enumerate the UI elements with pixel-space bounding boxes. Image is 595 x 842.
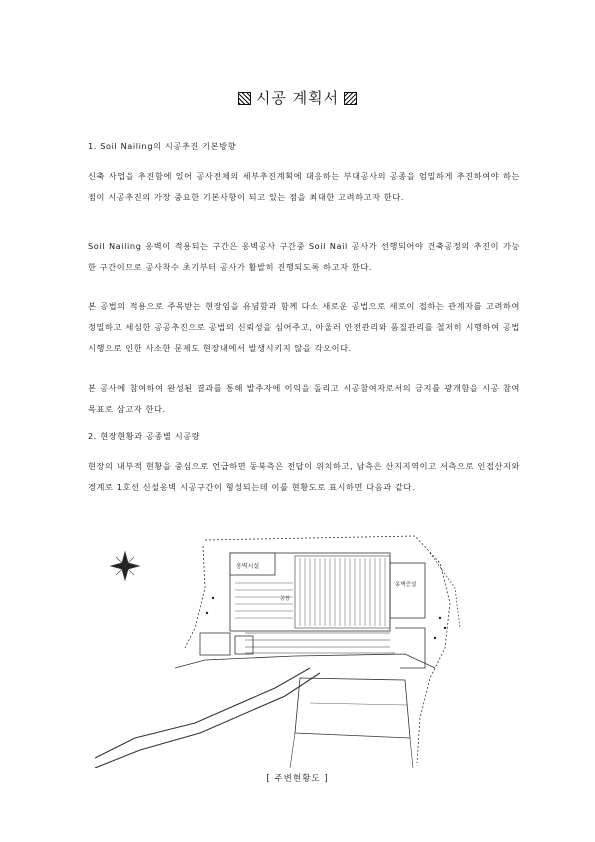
label-building-center: 공장 <box>280 596 290 602</box>
section-1-paragraph-1: 신축 사업을 추진함에 있어 공사전체의 세부추진계획에 대응하는 부대공사의 공종을 엄밀하게 추진하여야 하는 점이 시공추진의 가장 중요한 기본사항이 되고 있는 점을 최대한 고려하고자 한다. <box>88 171 520 202</box>
section-2-heading: 2. 현장현황과 공종별 시공량 <box>88 431 201 441</box>
figure-caption: [ 주변현황도 ] <box>266 774 329 784</box>
section-2-paragraph: 현장의 내부적 현황을 중심으로 언급하면 동북측은 전답이 위치하고, 남측은 산지지역이고 서측으로 인접산지와 경계로 1호선 신설옹벽 시공구간이 형성되는데 이를 현황도로 표시하면 다음과 같다. <box>88 461 520 492</box>
title-text: 시공 계획서 <box>255 89 340 107</box>
document-title <box>0 87 595 108</box>
structure-left-1 <box>200 633 230 655</box>
parking-area <box>245 633 395 653</box>
site-plan-figure <box>95 528 495 768</box>
main-building <box>230 553 425 631</box>
hatched-square-icon <box>238 92 251 105</box>
structure-right <box>395 628 425 668</box>
label-building-right: 옹벽증설 <box>395 582 417 588</box>
compass-rose-icon <box>111 552 139 580</box>
section-1-paragraph-4: 본 공사에 참여하여 완성된 결과를 통해 발주자에 이익을 돌리고 시공참여자로서의 긍지를 광개함을 시공 참여 목표로 삼고자 한다. <box>88 383 520 414</box>
structure-left-2 <box>235 636 253 654</box>
road <box>175 654 435 668</box>
section-1-paragraph-3: 본 공법의 적용으로 주목받는 현장임을 유념함과 함께 다소 새로운 공법으로 새로이 접하는 관계자를 고려하여 정밀하고 세심한 공공추진으로 공법의 신뢰성을 심어주고, 아울러 안전관리와 품질관리를 철저히 시행하여 공법 시행으로 인한 사소한 문제도 현장내에서 발생시키지 않을 각오이다. <box>88 301 520 353</box>
label-building-left: 옹벽시설 <box>236 563 260 570</box>
section-1-heading: 1. Soil Nailing의 시공추진 기본방향 <box>88 141 237 151</box>
field-plot <box>295 678 410 738</box>
hatched-square-icon <box>344 92 357 105</box>
section-1-paragraph-2: Soil Nailing 옹벽이 적용되는 구간은 옹벽공사 구간중 Soil Nail 공사가 선행되어야 건축공정의 추진이 가능한 구간이므로 공사착수 초기부터 공사가 활발히 진행되도록 하고자 한다. <box>88 241 520 272</box>
